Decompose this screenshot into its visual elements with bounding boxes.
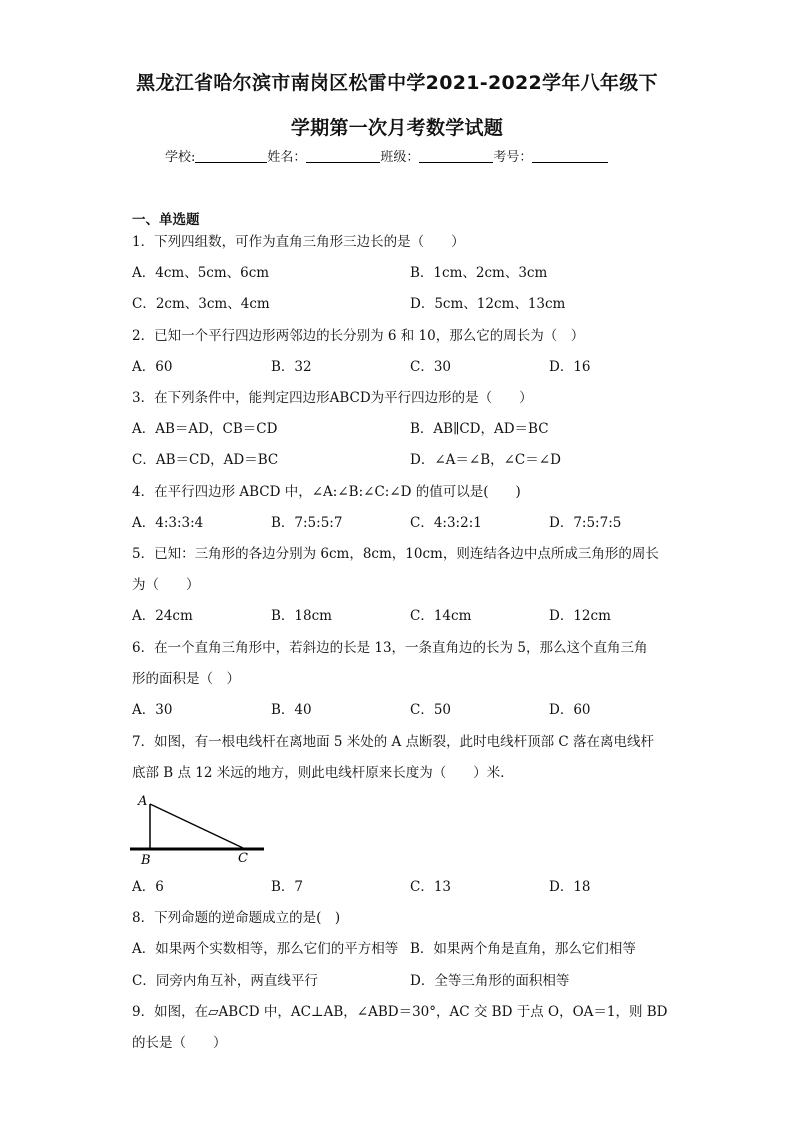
exam-title-line1: 黑龙江省哈尔滨市南岗区松雷中学2021-2022学年八年级下 [136,72,658,94]
point-label-b: B [141,853,151,868]
question-6-option-b: B．40 [271,702,312,718]
school-blank [195,150,267,163]
question-7-option-a: A．6 [132,879,164,895]
question-2-option-b: B．32 [271,359,312,375]
exam-number-label: 考号： [493,150,533,165]
question-2-option-d: D．16 [549,359,591,375]
question-3-stem: 3．在下列条件中，能判定四边形ABCD为平行四边形的是（ ） [132,390,533,406]
question-3-option-c: C．AB＝CD，AD＝BC [132,452,279,468]
question-5-option-a: A．24cm [132,608,193,624]
point-label-c: C [238,851,248,866]
question-7-option-c: C．13 [410,879,452,895]
question-4-option-c: C．4:3:2:1 [410,515,482,531]
question-7-option-d: D．18 [549,879,591,895]
question-5-stem-line2: 为（ ） [132,577,200,593]
question-2-option-c: C．30 [410,359,452,375]
question-8-option-a: A．如果两个实数相等，那么它们的平方相等 [132,941,399,957]
question-1-option-c: C．2cm、3cm、4cm [132,296,270,312]
name-label: 姓名： [267,150,307,165]
telephone-pole-figure [130,792,270,870]
question-2-option-a: A．60 [132,359,173,375]
question-6-option-c: C．50 [410,702,452,718]
question-8-stem: 8．下列命题的逆命题成立的是( ) [132,910,341,926]
question-6-stem-line1: 6．在一个直角三角形中，若斜边的长是 13，一条直角边的长为 5，那么这个直角三角 [132,640,648,656]
question-6-stem-line2: 形的面积是（ ） [132,671,240,687]
broken-segment-ac [150,804,243,848]
question-8-option-c: C．同旁内角互补，两直线平行 [132,973,318,989]
student-info-row [165,146,608,165]
question-4-option-b: B．7:5:5:7 [271,515,343,531]
question-3-option-d: D．∠A＝∠B，∠C＝∠D [410,452,561,468]
question-1-option-a: A．4cm、5cm、6cm [132,265,270,281]
question-4-option-a: A．4:3:3:4 [132,515,204,531]
section-heading: 一、单选题 [132,212,200,228]
question-5-stem-line1: 5．已知：三角形的各边分别为 6cm，8cm，10cm，则连结各边中点所成三角形的周长 [132,546,659,562]
question-6-option-a: A．30 [132,702,173,718]
name-blank [306,150,380,163]
question-7-stem-line1: 7．如图，有一根电线杆在离地面 5 米处的 A 点断裂，此时电线杆顶部 C 落在离电线杆 [132,734,655,750]
exam-title-line2: 学期第一次月考数学试题 [290,117,504,139]
question-7-stem-line2: 底部 B 点 12 米远的地方，则此电线杆原来长度为（ ）米． [132,765,514,781]
class-label: 班级： [380,150,420,165]
question-4-stem: 4．在平行四边形 ABCD 中，∠A:∠B:∠C:∠D 的值可以是( ) [132,484,521,500]
question-9-stem-line1: 9．如图，在▱ABCD 中，AC⊥AB，∠ABD＝30°，AC 交 BD 于点 O，OA＝1，则 BD [132,1004,668,1020]
exam-number-blank [532,150,608,163]
question-8-option-b: B．如果两个角是直角，那么它们相等 [410,941,636,957]
question-3-option-a: A．AB＝AD，CB＝CD [132,421,278,437]
question-2-stem: 2．已知一个平行四边形两邻边的长分别为 6 和 10，那么它的周长为（ ） [132,328,585,344]
question-1-option-d: D．5cm、12cm、13cm [410,296,566,312]
question-5-option-d: D．12cm [549,608,611,624]
question-8-option-d: D．全等三角形的面积相等 [410,973,570,989]
question-1-option-b: B．1cm、2cm、3cm [410,265,548,281]
question-3-option-b: B．AB∥CD，AD＝BC [410,421,549,437]
class-blank [419,150,493,163]
school-label: 学校: [165,150,196,165]
question-9-stem-line2: 的长是（ ） [132,1035,227,1051]
question-5-option-c: C．14cm [410,608,472,624]
question-6-option-d: D．60 [549,702,591,718]
question-7-option-b: B．7 [271,879,304,895]
point-label-a: A [138,794,148,809]
question-5-option-b: B．18cm [271,608,332,624]
question-4-option-d: D．7:5:7:5 [549,515,622,531]
question-1-stem: 1．下列四组数，可作为直角三角形三边长的是（ ） [132,234,465,250]
